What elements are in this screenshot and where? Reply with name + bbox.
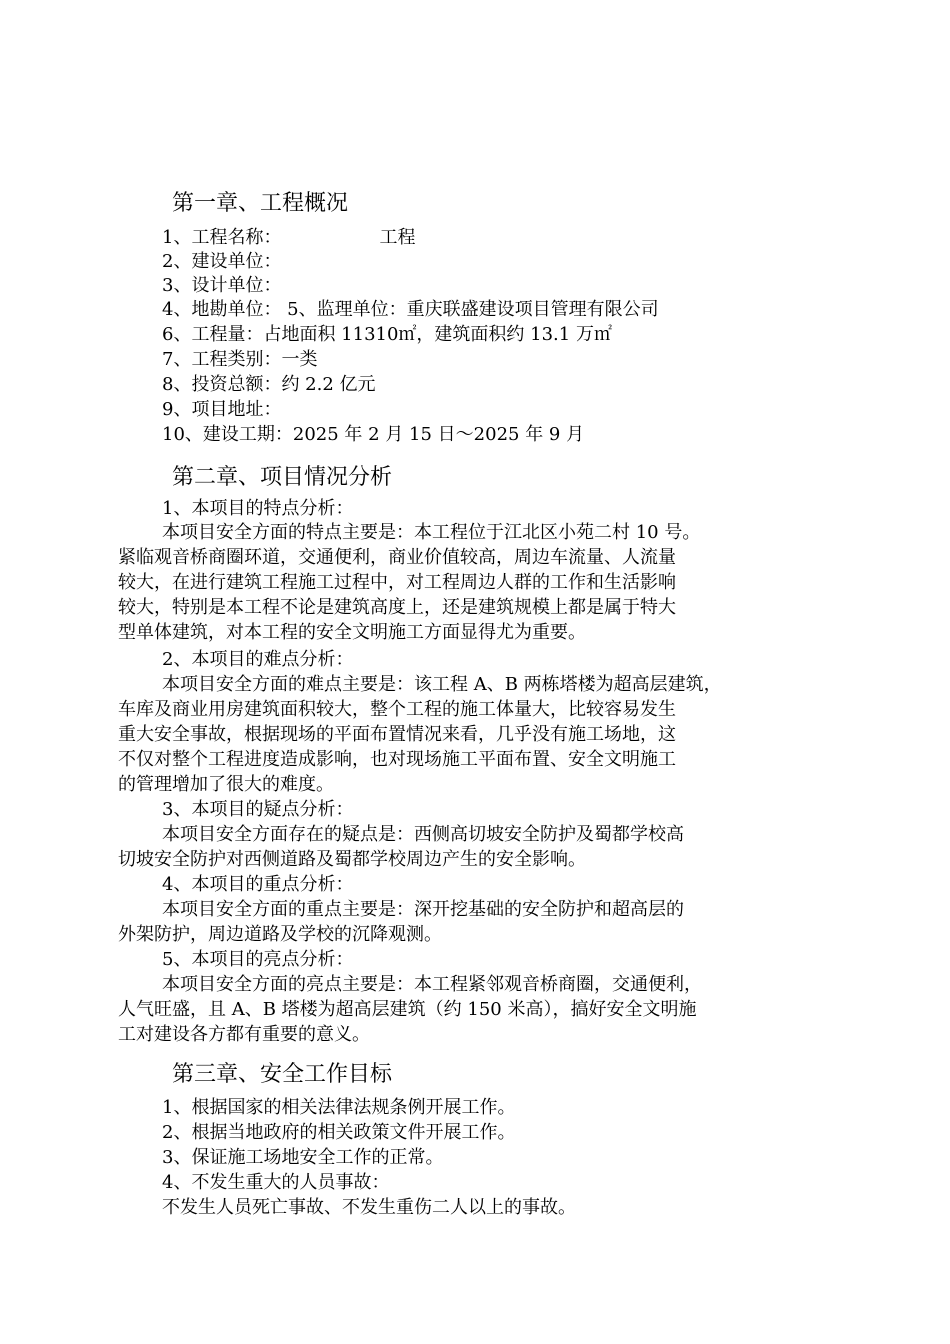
item-category: 7、工程类别：一类 [162, 349, 318, 370]
section-features-heading: 1、本项目的特点分析： [162, 498, 354, 519]
chapter-2-title: 第二章、项目情况分析 [172, 465, 393, 490]
paragraph-line: 本项目安全方面的亮点主要是：本工程紧邻观音桥商圈，交通便利， [162, 974, 702, 995]
paragraph-line: 人气旺盛，且 A、B 塔楼为超高层建筑（约 150 米高），搞好安全文明施 [118, 999, 697, 1020]
paragraph-line: 切坡安全防护对西侧道路及蜀都学校周边产生的安全影响。 [118, 849, 586, 870]
section-key-points-heading: 4、本项目的重点分析： [162, 874, 354, 895]
section-doubts-heading: 3、本项目的疑点分析： [162, 799, 354, 820]
section-difficulties-heading: 2、本项目的难点分析： [162, 649, 354, 670]
item-survey-supervision: 4、地勘单位： 5、监理单位：重庆联盛建设项目管理有限公司 [162, 299, 659, 320]
paragraph-line: 本项目安全方面的重点主要是：深开挖基础的安全防护和超高层的 [162, 899, 684, 920]
goal-item: 不发生人员死亡事故、不发生重伤二人以上的事故。 [162, 1197, 576, 1218]
paragraph-line: 重大安全事故，根据现场的平面布置情况来看，几乎没有施工场地，这 [118, 724, 676, 745]
paragraph-line: 工对建设各方都有重要的意义。 [118, 1024, 370, 1045]
item-schedule: 10、建设工期：2025 年 2 月 15 日～2025 年 9 月 [162, 424, 585, 445]
paragraph-line: 车库及商业用房建筑面积较大，整个工程的施工体量大，比较容易发生 [118, 699, 676, 720]
paragraph-line: 型单体建筑，对本工程的安全文明施工方面显得尤为重要。 [118, 622, 586, 643]
item-project-name-value: 工程 [379, 227, 416, 248]
chapter-3-title: 第三章、安全工作目标 [172, 1062, 393, 1087]
item-quantity: 6、工程量：占地面积 11310㎡，建筑面积约 13.1 万㎡ [162, 324, 612, 345]
chapter-1-title: 第一章、工程概况 [172, 191, 349, 216]
paragraph-line: 较大，在进行建筑工程施工过程中，对工程周边人群的工作和生活影响 [118, 572, 676, 593]
paragraph-line: 不仅对整个工程进度造成影响，也对现场施工平面布置、安全文明施工 [118, 749, 676, 770]
paragraph-line: 紧临观音桥商圈环道，交通便利，商业价值较高，周边车流量、人流量 [118, 547, 676, 568]
goal-item: 3、保证施工场地安全工作的正常。 [162, 1147, 444, 1168]
goal-item: 4、不发生重大的人员事故： [162, 1172, 390, 1193]
section-highlights-heading: 5、本项目的亮点分析： [162, 949, 354, 970]
goal-item: 2、根据当地政府的相关政策文件开展工作。 [162, 1122, 516, 1143]
paragraph-line: 的管理增加了很大的难度。 [118, 774, 334, 795]
paragraph-line: 较大，特别是本工程不论是建筑高度上，还是建筑规模上都是属于特大 [118, 597, 676, 618]
item-construction-unit: 2、建设单位： [162, 251, 282, 272]
paragraph-line: 外架防护，周边道路及学校的沉降观测。 [118, 924, 442, 945]
paragraph-line: 本项目安全方面的特点主要是：本工程位于江北区小苑二村 10 号。 [162, 522, 701, 543]
item-address: 9、项目地址： [162, 399, 282, 420]
goal-item: 1、根据国家的相关法律法规条例开展工作。 [162, 1097, 516, 1118]
item-project-name-label: 1、工程名称： [162, 227, 282, 248]
paragraph-line: 本项目安全方面的难点主要是：该工程 A、B 两栋塔楼为超高层建筑， [162, 674, 722, 695]
item-design-unit: 3、设计单位： [162, 275, 282, 296]
paragraph-line: 本项目安全方面存在的疑点是：西侧高切坡安全防护及蜀都学校高 [162, 824, 684, 845]
item-investment: 8、投资总额：约 2.2 亿元 [162, 374, 376, 395]
item-project-name [162, 226, 415, 250]
